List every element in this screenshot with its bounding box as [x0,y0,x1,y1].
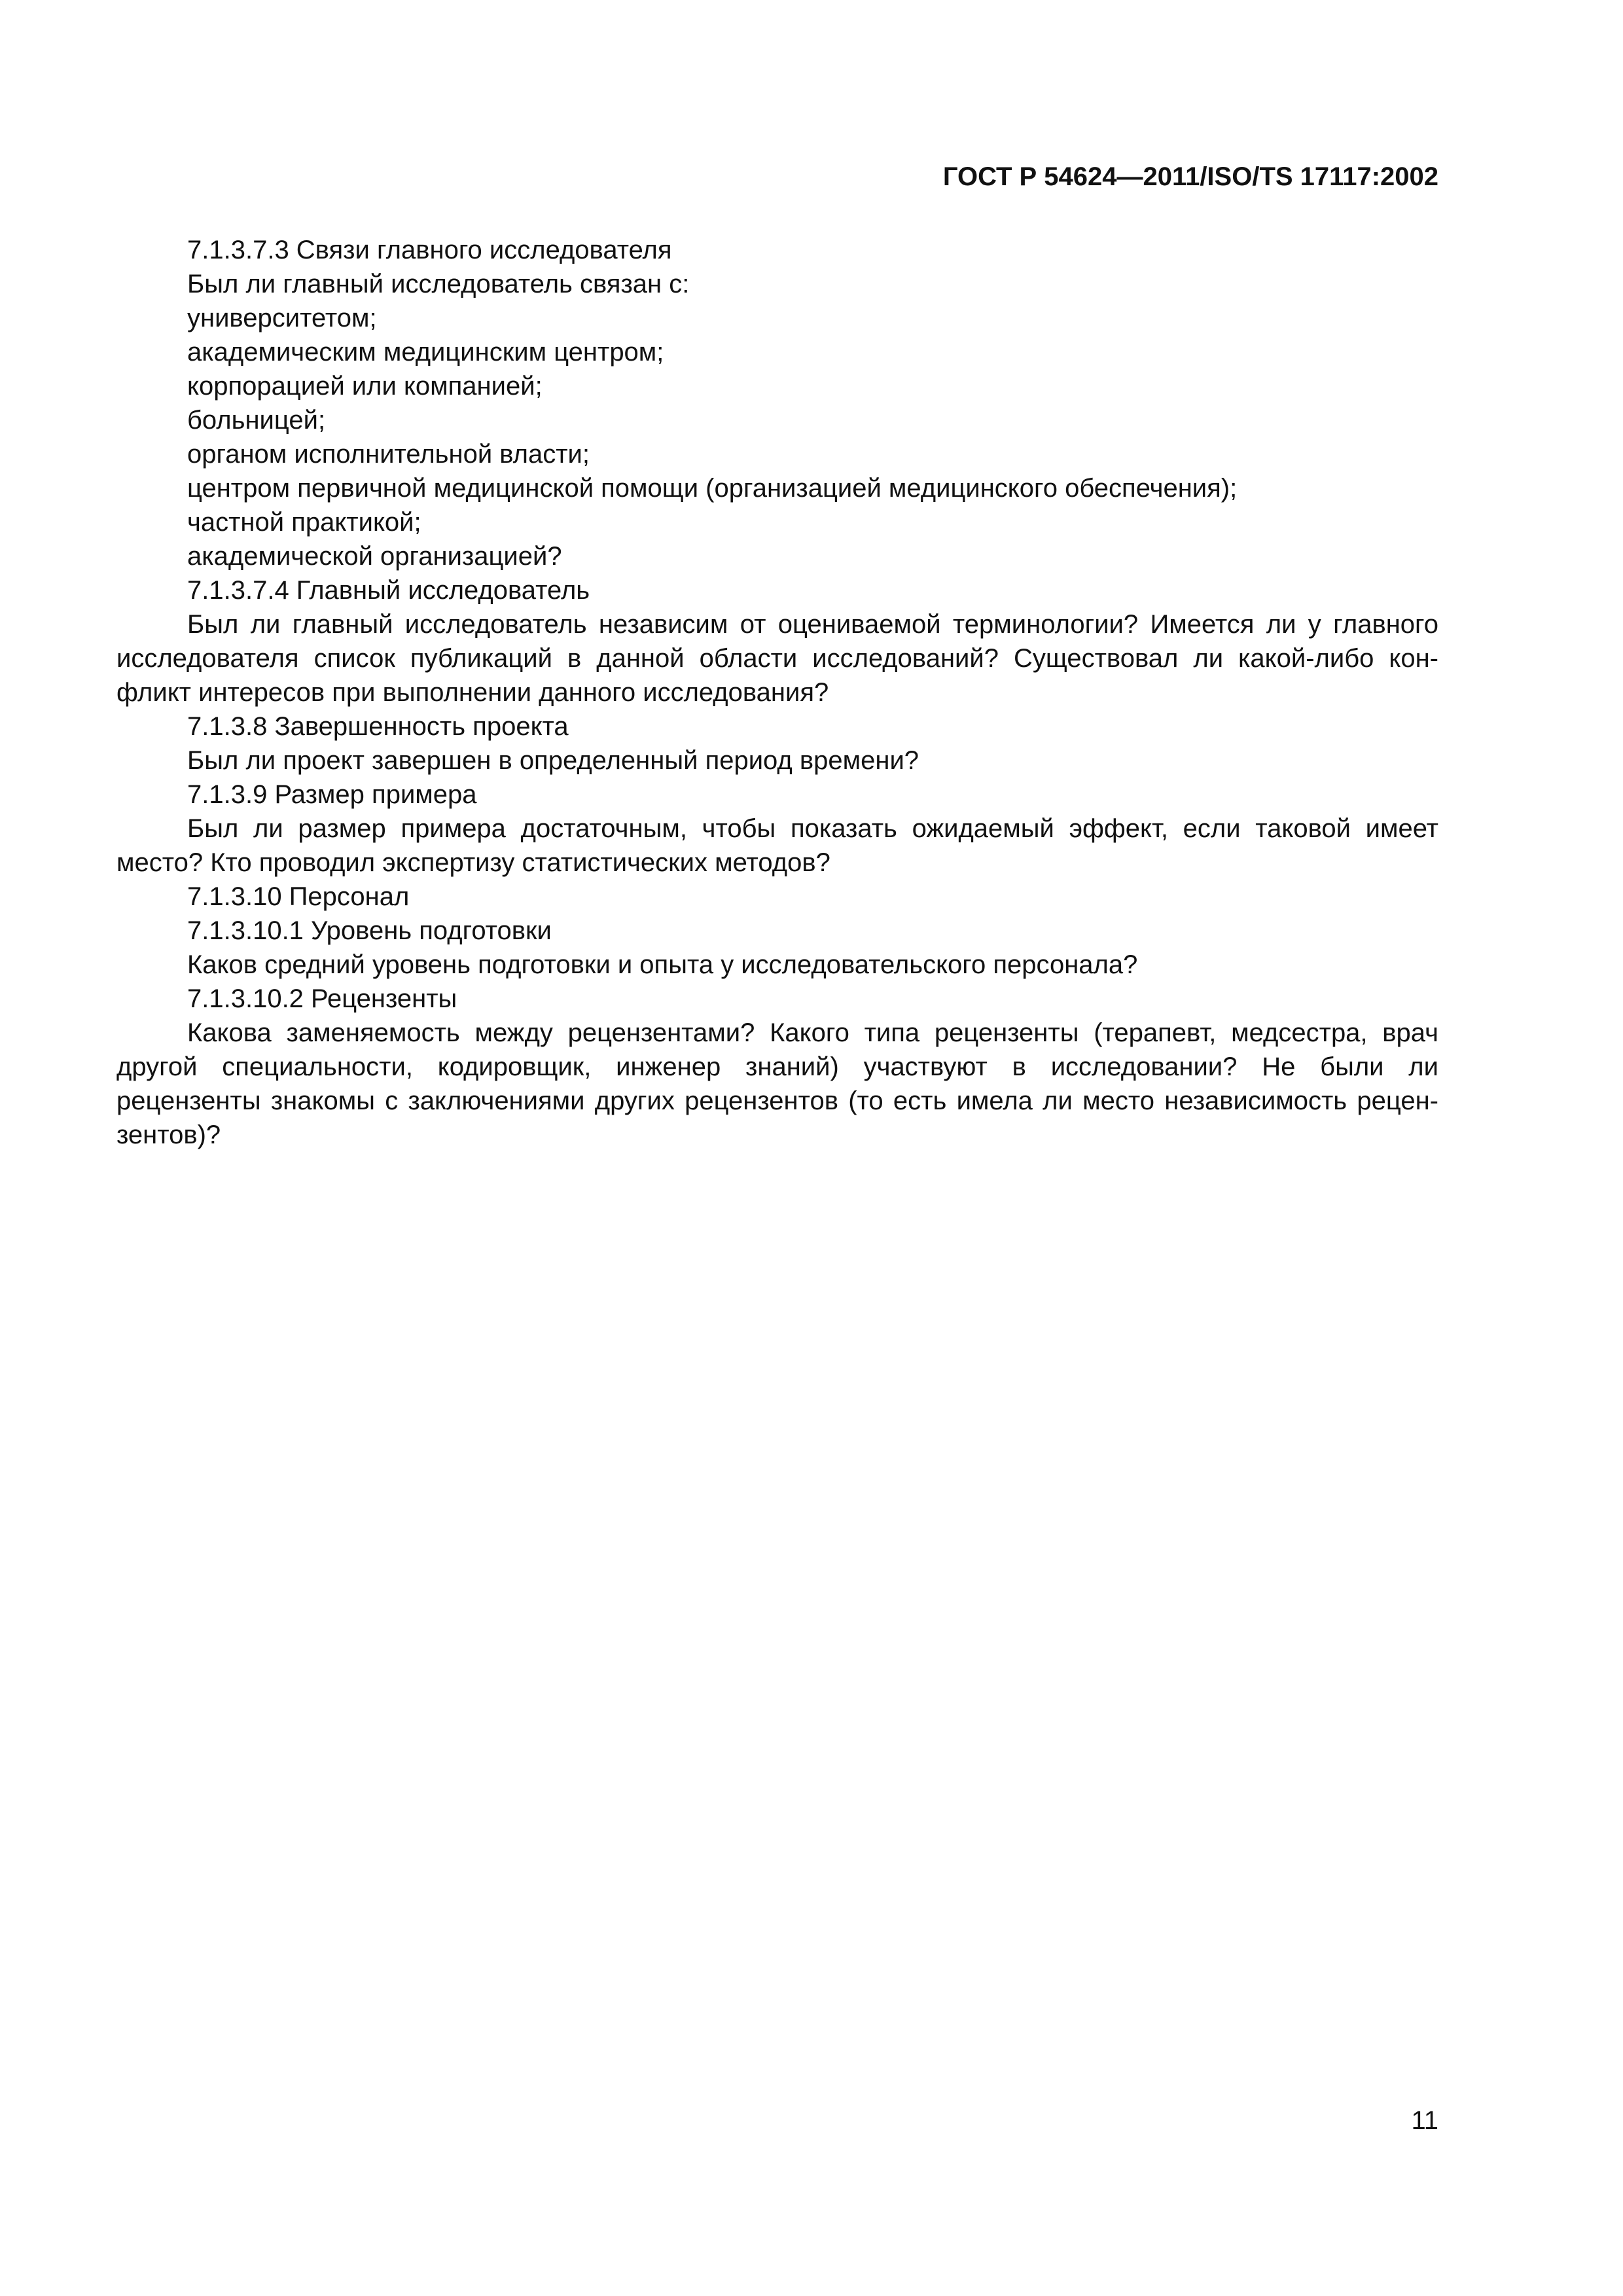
list-item: органом исполнительной власти; [187,440,590,469]
list-item: корпорацией или компанией; [187,372,543,401]
list-item: академическим медицинским центром; [187,338,664,367]
section-heading-7-1-3-7-3: 7.1.3.7.3 Связи главного исследователя [187,236,672,264]
section-heading-7-1-3-8: 7.1.3.8 Завершенность проекта [187,712,569,741]
list-item: центром первичной медицинской помощи (организацией медицинского обеспечения); [187,474,1238,503]
section-heading-7-1-3-7-4: 7.1.3.7.4 Главный исследователь [187,576,590,605]
paragraph-line: Какова заменяемость между рецензентами? Какого типа рецензенты (терапевт, медсестра, врач [187,1018,1438,1047]
paragraph-line: зентов)? [116,1121,221,1149]
paragraph-line: фликт интересов при выполнении данного исследования? [116,678,829,707]
section-heading-7-1-3-10-1: 7.1.3.10.1 Уровень подготовки [187,916,552,945]
paragraph-line: исследователя список публикаций в данной области исследований? Существовал ли какой-либо кон- [116,644,1438,673]
list-item: больницей; [187,406,326,435]
section-heading-7-1-3-9: 7.1.3.9 Размер примера [187,780,477,809]
paragraph-line: место? Кто проводил экспертизу статистических методов? [116,848,830,877]
list-item: частной практикой; [187,508,421,537]
paragraph-line: Был ли размер примера достаточным, чтобы показать ожидаемый эффект, если таковой имеет [187,814,1438,843]
paragraph-line: Был ли проект завершен в определенный период времени? [187,746,919,775]
section-heading-7-1-3-10: 7.1.3.10 Персонал [187,882,410,911]
document-header: ГОСТ Р 54624—2011/ISO/TS 17117:2002 [942,162,1438,191]
paragraph-line: Каков средний уровень подготовки и опыта у исследовательского персонала? [187,950,1138,979]
paragraph-line: другой специальности, кодировщик, инженер знаний) участвуют в исследовании? Не были ли [116,1052,1438,1081]
paragraph-line: рецензенты знакомы с заключениями других рецензентов (то есть имела ли место независимость рецен- [116,1086,1438,1115]
paragraph-line: Был ли главный исследователь независим от оцениваемой терминологии? Имеется ли у главного [187,610,1438,639]
list-item: университетом; [187,304,377,332]
page-number: 11 [1411,2106,1438,2135]
section-heading-7-1-3-10-2: 7.1.3.10.2 Рецензенты [187,984,457,1013]
list-item: академической организацией? [187,542,562,571]
paragraph-line: Был ли главный исследователь связан с: [187,270,690,298]
